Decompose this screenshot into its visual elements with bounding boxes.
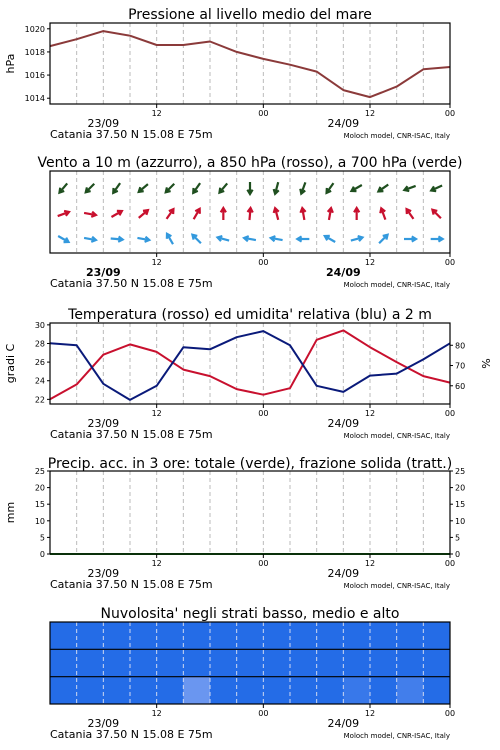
wind-arrow xyxy=(111,211,121,217)
wind-arrow xyxy=(167,234,173,244)
cloud-cell xyxy=(130,622,157,649)
cloud-cell xyxy=(130,649,157,676)
wind-arrow xyxy=(58,211,69,216)
x-tick-label: 12 xyxy=(151,258,162,267)
wind-arrow xyxy=(167,209,174,219)
x-tick-label: 12 xyxy=(364,409,376,418)
cloud-cell xyxy=(50,649,77,676)
wind-arrow xyxy=(380,208,385,219)
wind-arrow xyxy=(166,184,174,192)
cloud-cell xyxy=(237,622,264,649)
x-tick-label: 00 xyxy=(444,409,456,418)
location-label: Catania 37.50 N 15.08 E 75m xyxy=(50,277,213,290)
y-tick-label-right: 15 xyxy=(455,500,466,510)
plot-frame xyxy=(50,23,450,104)
y-tick-label-right: 5 xyxy=(455,533,461,543)
wind-arrow xyxy=(221,208,226,220)
day-label: 23/09 xyxy=(87,717,120,730)
model-credit: Moloch model, CNR-ISAC, Italy xyxy=(343,281,450,289)
cloud-cell xyxy=(210,649,237,676)
x-tick-label: 12 xyxy=(151,709,162,718)
location-label: Catania 37.50 N 15.08 E 75m xyxy=(50,128,213,141)
panel-3 xyxy=(4,456,465,591)
day-label: 24/09 xyxy=(326,266,361,279)
x-tick-label: 00 xyxy=(444,109,456,118)
cloud-cell xyxy=(103,677,130,704)
day-label: 24/09 xyxy=(327,567,360,580)
cloud-cell xyxy=(397,677,424,704)
cloud-cell xyxy=(103,649,130,676)
y-tick-label: 5 xyxy=(39,533,45,543)
wind-arrow xyxy=(218,236,230,241)
y-tick-label-right: 60 xyxy=(455,381,466,391)
wind-arrow xyxy=(432,210,440,218)
cloud-cell xyxy=(263,649,290,676)
day-label: 23/09 xyxy=(87,117,120,130)
wind-arrow xyxy=(139,210,148,218)
cloud-cell xyxy=(370,622,397,649)
panel-1 xyxy=(37,155,462,290)
wind-arrow xyxy=(431,185,442,191)
wind-arrow xyxy=(219,183,227,192)
cloud-cell xyxy=(263,622,290,649)
cloud-cell xyxy=(157,622,184,649)
wind-arrow xyxy=(194,209,200,219)
wind-arrow xyxy=(193,183,200,193)
cloud-cell xyxy=(237,649,264,676)
series-line-0 xyxy=(50,31,450,97)
wind-arrow xyxy=(354,208,359,220)
wind-arrow xyxy=(192,235,200,243)
y-tick-label: 24 xyxy=(34,376,45,386)
wind-arrow xyxy=(404,186,415,191)
cloud-cell xyxy=(50,622,77,649)
panel-title: Precip. acc. in 3 ore: totale (verde), frazione solida (tratt.) xyxy=(47,456,453,472)
y-axis-label-right: % xyxy=(480,358,493,369)
y-tick-label: 1014 xyxy=(24,94,45,104)
y-tick-label: 30 xyxy=(34,320,45,330)
cloud-cell xyxy=(157,649,184,676)
location-label: Catania 37.50 N 15.08 E 75m xyxy=(50,428,213,441)
y-tick-label: 20 xyxy=(34,483,45,493)
y-tick-label: 26 xyxy=(34,358,45,368)
wind-arrow xyxy=(300,182,305,193)
cloud-cell xyxy=(370,677,397,704)
x-tick-label: 12 xyxy=(151,559,162,568)
wind-arrow xyxy=(84,237,96,242)
wind-arrow xyxy=(327,183,334,193)
wind-arrow xyxy=(378,185,388,192)
location-label: Catania 37.50 N 15.08 E 75m xyxy=(50,728,213,741)
panel-title: Pressione al livello medio del mare xyxy=(128,7,372,23)
cloud-cell xyxy=(343,622,370,649)
wind-arrow xyxy=(351,236,363,241)
cloud-cell xyxy=(290,677,317,704)
x-tick-label: 00 xyxy=(258,559,269,568)
cloud-cell xyxy=(290,649,317,676)
wind-arrow xyxy=(137,237,149,242)
x-tick-label: 00 xyxy=(258,258,269,267)
y-tick-label-right: 25 xyxy=(455,467,466,476)
cloud-cell xyxy=(317,622,344,649)
x-tick-label: 12 xyxy=(151,409,162,418)
panel-title: Nuvolosita' negli strati basso, medio e alto xyxy=(100,606,400,622)
wind-arrow xyxy=(86,184,94,192)
model-credit: Moloch model, CNR-ISAC, Italy xyxy=(343,132,450,140)
x-tick-label: 00 xyxy=(444,258,456,267)
y-tick-label: 28 xyxy=(34,339,45,349)
day-label: 23/09 xyxy=(86,266,121,279)
panel-4 xyxy=(50,606,455,741)
wind-arrow xyxy=(111,237,123,242)
y-axis-label: mm xyxy=(4,501,17,524)
wind-arrow xyxy=(407,209,414,219)
x-tick-label: 12 xyxy=(364,559,376,568)
wind-arrow xyxy=(247,182,252,194)
wind-arrow xyxy=(328,208,333,220)
y-tick-label: 15 xyxy=(34,500,45,510)
wind-arrow xyxy=(58,236,68,242)
x-tick-label: 12 xyxy=(151,109,162,118)
day-label: 24/09 xyxy=(327,717,360,730)
y-tick-label: 1020 xyxy=(24,24,45,34)
location-label: Catania 37.50 N 15.08 E 75m xyxy=(50,578,213,591)
x-tick-label: 00 xyxy=(258,409,269,418)
y-tick-label: 25 xyxy=(34,467,45,476)
cloud-cell xyxy=(317,649,344,676)
cloud-cell xyxy=(77,649,104,676)
cloud-cell xyxy=(370,649,397,676)
cloud-cell xyxy=(103,622,130,649)
y-tick-label: 10 xyxy=(34,516,45,526)
wind-arrow xyxy=(113,183,120,193)
cloud-cell xyxy=(290,622,317,649)
y-axis-label: gradi C xyxy=(4,343,17,384)
cloud-cell xyxy=(157,677,184,704)
cloud-cell xyxy=(397,622,424,649)
series-line-1 xyxy=(50,331,450,400)
wind-arrow xyxy=(244,236,256,241)
x-tick-label: 12 xyxy=(364,709,376,718)
wind-arrow xyxy=(351,185,361,191)
y-axis-label: hPa xyxy=(4,53,17,74)
x-tick-label: 00 xyxy=(258,109,269,118)
y-tick-label: 1016 xyxy=(24,71,45,81)
cloud-cell xyxy=(317,677,344,704)
cloud-cell xyxy=(423,622,450,649)
x-tick-label: 00 xyxy=(444,559,456,568)
wind-arrow xyxy=(139,184,148,192)
model-credit: Moloch model, CNR-ISAC, Italy xyxy=(343,432,450,440)
day-label: 23/09 xyxy=(87,417,120,430)
cloud-cell xyxy=(183,622,210,649)
cloud-cell xyxy=(210,622,237,649)
y-tick-label: 22 xyxy=(34,395,45,405)
day-label: 24/09 xyxy=(327,117,360,130)
model-credit: Moloch model, CNR-ISAC, Italy xyxy=(343,732,450,740)
wind-arrow xyxy=(271,236,283,241)
y-tick-label-right: 20 xyxy=(455,483,466,493)
wind-arrow xyxy=(84,212,96,217)
panel-2 xyxy=(4,307,493,441)
wind-arrow xyxy=(274,208,279,220)
wind-arrow xyxy=(59,183,67,192)
y-tick-label: 0 xyxy=(39,550,45,559)
wind-arrow xyxy=(404,236,416,241)
y-tick-label: 1018 xyxy=(24,47,45,57)
cloud-cell xyxy=(423,649,450,676)
panel-0 xyxy=(4,7,455,141)
wind-arrow xyxy=(300,208,305,220)
cloud-cell xyxy=(130,677,157,704)
panel-title: Temperatura (rosso) ed umidita' relativa (blu) a 2 m xyxy=(68,307,432,323)
wind-arrow xyxy=(325,236,335,242)
y-tick-label-right: 80 xyxy=(455,341,466,351)
cloud-cell xyxy=(50,677,77,704)
x-tick-label: 00 xyxy=(444,709,456,718)
wind-arrow xyxy=(379,235,387,243)
cloud-cell xyxy=(343,649,370,676)
cloud-cell xyxy=(423,677,450,704)
y-tick-label-right: 70 xyxy=(455,361,466,371)
cloud-cell xyxy=(343,677,370,704)
plot-frame xyxy=(50,471,450,554)
wind-arrow xyxy=(431,236,443,241)
wind-arrow xyxy=(248,208,253,220)
cloud-cell xyxy=(210,677,237,704)
cloud-cell xyxy=(77,622,104,649)
cloud-cell xyxy=(183,649,210,676)
x-tick-label: 00 xyxy=(258,709,269,718)
x-tick-label: 12 xyxy=(364,258,376,267)
day-label: 23/09 xyxy=(87,567,120,580)
wind-arrow xyxy=(274,182,279,194)
cloud-cell xyxy=(397,649,424,676)
x-tick-label: 12 xyxy=(364,109,376,118)
y-tick-label-right: 0 xyxy=(455,550,461,559)
cloud-cell xyxy=(237,677,264,704)
wind-arrow xyxy=(297,236,309,241)
day-label: 24/09 xyxy=(327,417,360,430)
cloud-cell xyxy=(183,677,210,704)
panel-title: Vento a 10 m (azzurro), a 850 hPa (rosso), a 700 hPa (verde) xyxy=(37,155,463,171)
cloud-cell xyxy=(263,677,290,704)
model-credit: Moloch model, CNR-ISAC, Italy xyxy=(343,582,450,590)
y-tick-label-right: 10 xyxy=(455,516,466,526)
cloud-cell xyxy=(77,677,104,704)
